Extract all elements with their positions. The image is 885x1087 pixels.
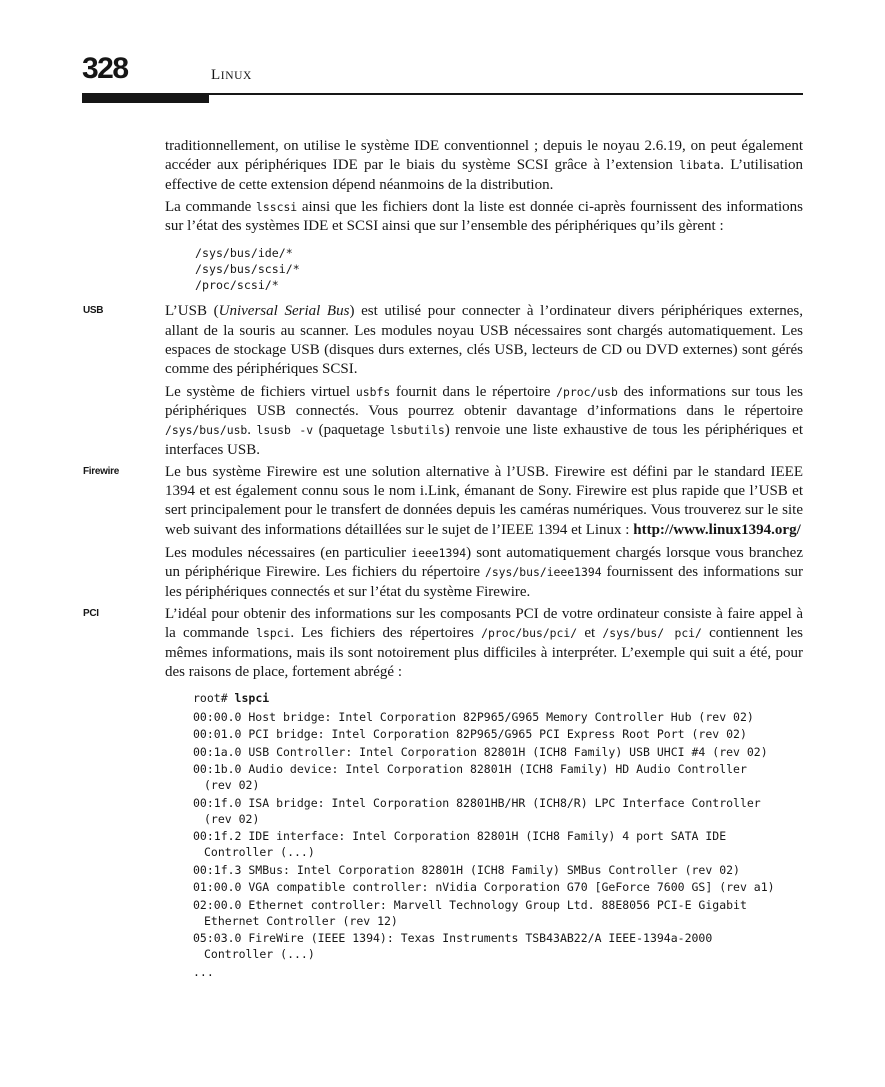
listing-entry	[193, 761, 803, 793]
text-run: fournit dans le répertoire	[390, 383, 557, 400]
text-run: La commande	[165, 198, 257, 215]
listing-line-continued: (rev 02)	[204, 778, 260, 793]
inline-code: lsusb -v	[256, 423, 314, 438]
path-item: /sys/bus/ide/*	[195, 246, 293, 261]
paragraph-usbfs	[165, 383, 803, 460]
italic-term: Universal Serial Bus	[218, 303, 350, 320]
running-title-initial: L	[211, 67, 221, 83]
listing-entry	[193, 879, 803, 895]
listing-entry	[193, 726, 803, 742]
listing-entry	[193, 744, 803, 760]
text-run: fournissent des informations sur les périphériques connectés et sur l’état du système Firewire.	[165, 564, 804, 600]
inline-code: /sys/bus/ pci/	[602, 626, 702, 641]
listing-entry	[193, 709, 803, 725]
listing-line-continued: Ethernet Controller (rev 12)	[204, 913, 398, 928]
text-run: contiennent les mêmes informations, mais ils sont notoirement plus difficiles à interpréter. L’exemple qui suit a été, pour des raisons de place, fortement abrégé :	[165, 625, 804, 680]
listing-line: 00:1f.2 IDE interface: Intel Corporation 82801H (ICH8 Family) 4 port SATA IDE	[193, 829, 727, 844]
listing-entry	[193, 897, 803, 929]
path-item: /proc/scsi/*	[195, 278, 279, 293]
listing-line-continued: Controller (...)	[204, 845, 315, 860]
inline-code: libata	[679, 158, 721, 173]
listing-line-continued: Controller (...)	[204, 947, 315, 962]
lspci-listing	[193, 690, 803, 980]
listing-entry	[193, 795, 803, 827]
listing-line: 00:1a.0 USB Controller: Intel Corporation 82801H (ICH8 Family) USB UHCI #4 (rev 02)	[193, 744, 768, 759]
listing-line-continued: (rev 02)	[204, 811, 260, 826]
paragraph-firewire-modules	[165, 544, 803, 602]
text-run: et	[577, 625, 603, 642]
text-run: . L’utilisation effective de cette extension dépend néanmoins de la distribution.	[165, 157, 803, 193]
inline-code: lspci	[256, 626, 291, 641]
listing-line: 01:00.0 VGA compatible controller: nVidia Corporation G70 [GeForce 7600 GS] (rev a1)	[193, 880, 775, 895]
paragraph-firewire-intro	[165, 463, 803, 540]
header-rule-accent	[82, 93, 209, 103]
running-title	[211, 68, 252, 83]
paragraph-usb-intro	[165, 302, 803, 379]
margin-label-pci: PCI	[83, 607, 99, 619]
listing-line: 00:00.0 Host bridge: Intel Corporation 82P965/G965 Memory Controller Hub (rev 02)	[193, 709, 754, 724]
path-item: /sys/bus/scsi/*	[195, 262, 300, 277]
inline-code: /sys/bus/ieee1394	[484, 565, 602, 580]
shell-command: lspci	[234, 691, 270, 706]
listing-line: 00:01.0 PCI bridge: Intel Corporation 82P965/G965 PCI Express Root Port (rev 02)	[193, 727, 747, 742]
listing-entry	[193, 862, 803, 878]
text-run: des informations sur tous les périphériques USB connectés. Vous pourrez obtenir davantage d’informations dans le répertoire	[165, 383, 803, 419]
inline-code: lsbutils	[389, 423, 445, 438]
text-run: Le système de fichiers virtuel	[165, 383, 356, 400]
listing-line: 05:03.0 FireWire (IEEE 1394): Texas Instruments TSB43AB22/A IEEE-1394a-2000	[193, 931, 713, 946]
text-run: .	[247, 422, 257, 439]
text-run: (paquetage	[313, 422, 390, 439]
paragraph-ide-continued	[165, 137, 803, 195]
inline-code: /sys/bus/usb	[165, 423, 248, 438]
inline-code: ieee1394	[411, 546, 467, 561]
text-run: traditionnellement, on utilise le système IDE conventionnel ; depuis le noyau 2.6.19, on peut également accéder aux périphériques IDE par le biais du système SCSI grâce à l’extension	[165, 138, 803, 174]
listing-line: 00:1f.0 ISA bridge: Intel Corporation 82801HB/HR (ICH8/R) LPC Interface Controller	[193, 795, 761, 810]
listing-entries	[193, 709, 803, 963]
inline-code: lsscsi	[256, 199, 298, 214]
text-run: ) sont automatiquement chargés lorsque vous branchez un périphérique Firewire. Les fichiers du répertoire	[165, 545, 803, 581]
text-run: Les modules nécessaires (en particulier	[165, 545, 412, 562]
section-firewire	[83, 463, 804, 602]
shell-prompt: root#	[193, 691, 235, 706]
paragraph-pci	[165, 605, 803, 682]
paragraph-lsscsi	[165, 198, 803, 237]
margin-label-usb: USB	[83, 305, 104, 317]
listing-entry	[193, 930, 803, 962]
listing-line: 00:1b.0 Audio device: Intel Corporation 82801H (ICH8 Family) HD Audio Controller	[193, 762, 747, 777]
inline-code: /proc/bus/pci/	[481, 626, 578, 641]
text-run: . Les fichiers des répertoires	[290, 625, 482, 642]
text-run: L’idéal pour obtenir des informations sur les composants PCI de votre ordinateur consiste à faire appel à la commande	[165, 605, 803, 642]
inline-code: usbfs	[355, 384, 391, 399]
text-run: ) est utilisé pour connecter à l’ordinateur divers périphériques externes, allant de la souris au scanner. Les modules noyau USB nécessaires sont chargés automatiquement. Les espaces de stockage USB (disques durs externes, clés USB, lecteurs de CD ou DVD externes) sont gérés comme des périphériques SCSI.	[165, 303, 803, 378]
listing-ellipsis: ...	[193, 964, 214, 979]
section-pci	[83, 605, 804, 682]
text-run: Le bus système Firewire est une solution alternative à l’USB. Firewire est défini par le standard IEEE 1394 et est également connu sous le nom i.Link, émanant de Sony. Firewire est plus rapide que l’USB et sert principalement pour le transfert de données depuis les caméras numériques. Vous trouverez sur le site web suivant des informations détaillées sur le sujet de l’IEEE 1394 et Linux :	[165, 463, 803, 538]
listing-command-line	[193, 690, 803, 706]
path-list	[195, 245, 803, 293]
text-run: ) renvoie une liste exhaustive de tous les périphériques et interfaces USB.	[165, 422, 803, 458]
running-title-smallcaps: INUX	[220, 70, 252, 82]
page-number: 328	[82, 52, 128, 85]
inline-code: /proc/usb	[556, 384, 618, 399]
margin-label-firewire: Firewire	[83, 465, 119, 477]
listing-entry	[193, 828, 803, 860]
text-run: L’USB (	[165, 303, 219, 320]
text-run: ainsi que les fichiers dont la liste est donnée ci-après fournissent des informations sur l’état des systèmes IDE et SCSI ainsi que sur l’ensemble des périphériques qu’ils gèrent :	[165, 198, 803, 235]
page-body	[83, 137, 804, 980]
section-usb	[83, 302, 803, 459]
listing-line: 02:00.0 Ethernet controller: Marvell Technology Group Ltd. 88E8056 PCI-E Gigabit	[193, 897, 747, 912]
url-link[interactable]: http://www.linux1394.org/	[633, 521, 801, 538]
listing-line: 00:1f.3 SMBus: Intel Corporation 82801H (ICH8 Family) SMBus Controller (rev 02)	[193, 862, 740, 877]
